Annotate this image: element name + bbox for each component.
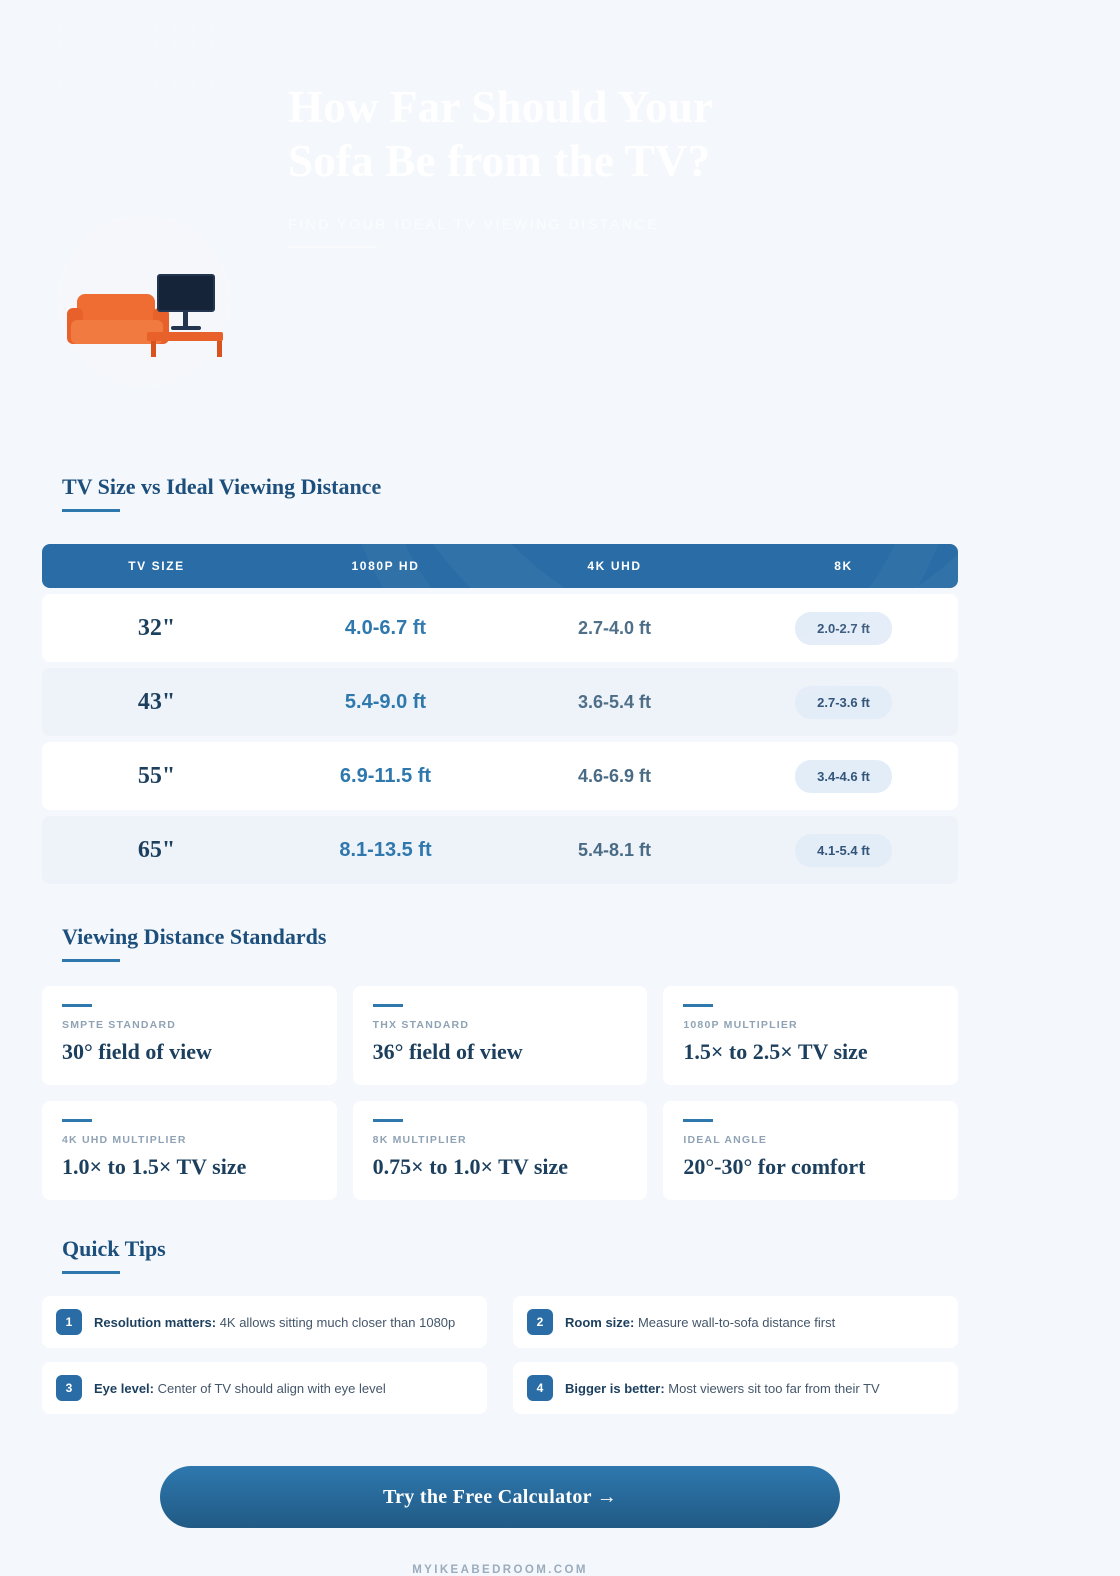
tip-number-badge: 3 — [56, 1375, 82, 1401]
standard-label: IDEAL ANGLE — [683, 1134, 768, 1146]
standard-value: 36° field of view — [372, 1039, 523, 1064]
tv-icon — [157, 274, 215, 312]
accent-tick — [683, 1004, 713, 1007]
cell-8k — [729, 760, 958, 793]
column-header-1080p: 1080P HD — [351, 559, 420, 573]
section-divider — [62, 509, 120, 512]
tip-text — [565, 1381, 880, 1396]
standard-label: SMPTE STANDARD — [62, 1019, 177, 1031]
column-header-4k: 4K UHD — [587, 559, 642, 573]
standard-card — [663, 986, 958, 1085]
accent-tick — [373, 1004, 403, 1007]
cell-1080p: 5.4-9.0 ft — [344, 690, 427, 713]
standard-card — [353, 1101, 648, 1200]
tips-grid — [42, 1296, 958, 1414]
table-row — [42, 742, 958, 810]
cell-1080p: 6.9-11.5 ft — [339, 764, 432, 787]
tip-title: Resolution matters: — [94, 1314, 217, 1330]
accent-tick — [683, 1119, 713, 1122]
tip-text — [94, 1381, 386, 1396]
standard-label: 1080P MULTIPLIER — [683, 1019, 798, 1031]
tip-title: Room size: — [565, 1314, 635, 1330]
cell-4k: 2.7-4.0 ft — [577, 617, 652, 638]
cell-4k: 3.6-5.4 ft — [577, 691, 652, 712]
standards-section — [0, 884, 1000, 1200]
tip-text — [565, 1315, 835, 1330]
cell-tv-size: 55" — [137, 762, 176, 789]
cell-4k: 4.6-6.9 ft — [577, 765, 652, 786]
tip-body: Most viewers sit too far from their TV — [664, 1380, 880, 1396]
subtitle-divider — [288, 246, 376, 248]
footer-brand: MYIKEABEDROOM.COM — [412, 1564, 588, 1576]
accent-tick — [373, 1119, 403, 1122]
badge-8k: 2.7-3.6 ft — [795, 686, 892, 719]
cell-1080p: 4.0-6.7 ft — [344, 616, 427, 639]
tip-number-badge: 2 — [527, 1309, 553, 1335]
list-item — [513, 1362, 958, 1414]
section-divider — [62, 1271, 120, 1274]
badge-8k: 4.1-5.4 ft — [795, 834, 892, 867]
cell-8k — [729, 834, 958, 867]
tips-section — [0, 1200, 1000, 1414]
standards-grid — [42, 986, 958, 1200]
table-section-heading: TV Size vs Ideal Viewing Distance — [62, 474, 382, 499]
standard-label: 8K MULTIPLIER — [372, 1134, 467, 1146]
tip-title: Bigger is better: — [565, 1380, 665, 1396]
tip-body: Center of TV should align with eye level — [154, 1380, 386, 1396]
standard-label: 4K UHD MULTIPLIER — [62, 1134, 187, 1146]
standard-card — [663, 1101, 958, 1200]
tip-number-badge: 1 — [56, 1309, 82, 1335]
standard-value: 30° field of view — [62, 1039, 212, 1064]
standard-value: 1.0× to 1.5× TV size — [62, 1154, 247, 1179]
page-title: How Far Should Your Sofa Be from the TV? — [288, 82, 713, 186]
standard-card — [353, 986, 648, 1085]
accent-tick — [62, 1004, 92, 1007]
list-item — [42, 1362, 487, 1414]
table-row — [42, 816, 958, 884]
list-item — [42, 1296, 487, 1348]
badge-8k: 3.4-4.6 ft — [795, 760, 892, 793]
page-subtitle: FIND YOUR IDEAL TV VIEWING DISTANCE — [288, 216, 660, 232]
column-header-8k: 8K — [834, 559, 853, 573]
section-divider — [62, 959, 120, 962]
cell-tv-size: 65" — [137, 836, 176, 863]
cell-tv-size: 32" — [137, 614, 176, 641]
cell-4k: 5.4-8.1 ft — [577, 839, 652, 860]
standard-value: 1.5× to 2.5× TV size — [683, 1039, 868, 1064]
badge-8k: 2.0-2.7 ft — [795, 612, 892, 645]
cell-1080p: 8.1-13.5 ft — [339, 838, 432, 861]
standard-value: 0.75× to 1.0× TV size — [372, 1154, 569, 1179]
cta-area — [0, 1466, 1000, 1528]
standards-section-heading: Viewing Distance Standards — [62, 924, 327, 949]
accent-tick — [62, 1119, 92, 1122]
try-calculator-button[interactable]: Try the Free Calculator → — [160, 1466, 840, 1528]
tip-body: 4K allows sitting much closer than 1080p — [216, 1314, 456, 1330]
tip-text — [94, 1315, 455, 1330]
standard-card — [42, 986, 337, 1085]
tip-number-badge: 4 — [527, 1375, 553, 1401]
standard-value: 20°-30° for comfort — [683, 1154, 866, 1179]
cell-tv-size: 43" — [137, 688, 176, 715]
standard-card — [42, 1101, 337, 1200]
header-banner — [0, 0, 1000, 432]
standard-label: THX STANDARD — [372, 1019, 470, 1031]
tip-body: Measure wall-to-sofa distance first — [634, 1314, 836, 1330]
column-header-tv-size: TV SIZE — [128, 559, 185, 573]
tips-section-heading: Quick Tips — [62, 1236, 166, 1261]
list-item — [513, 1296, 958, 1348]
tip-title: Eye level: — [94, 1380, 154, 1396]
